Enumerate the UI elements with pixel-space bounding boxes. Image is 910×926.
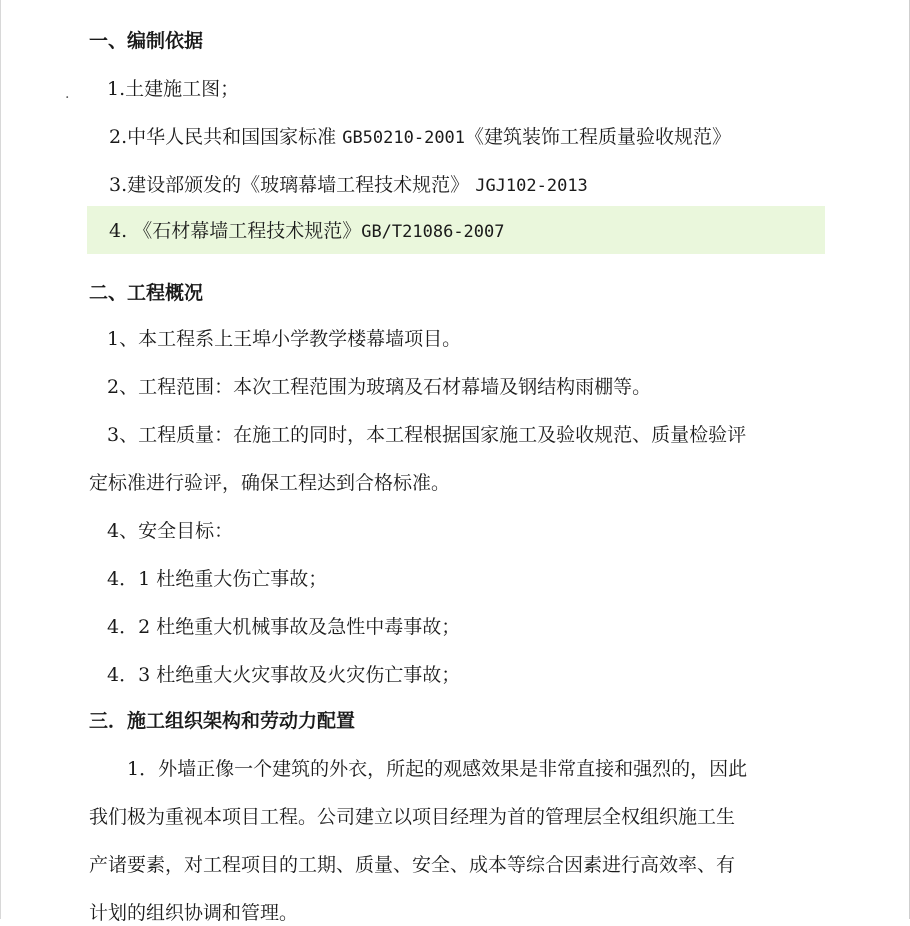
basis-item-4-text: 《石材幕墙工程技术规范》: [133, 220, 362, 242]
section2-heading: 二、工程概况: [89, 282, 204, 304]
overview-line-8: 4．3 杜绝重大火灾事故及火灾伤亡事故；: [107, 664, 461, 686]
basis-item-4-num: 4.: [109, 220, 128, 242]
stray-mark: .: [65, 86, 70, 102]
basis-item-2-code: GB50210-2001: [342, 128, 466, 148]
overview-line-6: 4．1 杜绝重大伤亡事故；: [107, 568, 328, 590]
section3-heading: 三．施工组织架构和劳动力配置: [89, 710, 356, 732]
basis-item-3-text: 建设部颁发的《玻璃幕墙工程技术规范》: [127, 174, 470, 196]
section1-heading: 一、编制依据: [89, 30, 204, 52]
basis-item-1-text: 土建施工图；: [125, 78, 240, 100]
org-paragraph-line-4: 计划的组织协调和管理。: [89, 902, 299, 924]
basis-item-1-num: 1.: [107, 78, 126, 100]
overview-line-1: 1、本工程系上王埠小学教学楼幕墙项目。: [107, 328, 462, 350]
basis-item-2-num: 2.: [109, 126, 128, 148]
org-paragraph-line-3: 产诸要素，对工程项目的工期、质量、安全、成本等综合因素进行高效率、有: [89, 854, 736, 876]
basis-item-3-code: JGJ102-2013: [475, 176, 588, 196]
overview-line-3: 3、工程质量：在施工的同时，本工程根据国家施工及验收规范、质量检验评: [107, 424, 747, 446]
overview-line-7: 4．2 杜绝重大机械事故及急性中毒事故；: [107, 616, 461, 638]
org-paragraph-line-2: 我们极为重视本项目工程。公司建立以项目经理为首的管理层全权组织施工生: [89, 806, 736, 828]
basis-item-4-code: GB/T21086-2007: [361, 222, 505, 242]
basis-item-3: [109, 172, 588, 199]
basis-item-4: [109, 218, 505, 245]
overview-line-5: 4、安全目标：: [107, 520, 234, 542]
org-paragraph-line-1: 1．外墙正像一个建筑的外衣，所起的观感效果是非常直接和强烈的，因此: [127, 758, 748, 780]
basis-item-1: [107, 76, 239, 102]
basis-item-2-text: 中华人民共和国国家标准: [127, 126, 337, 148]
basis-item-2-tail: 《建筑装饰工程质量验收规范》: [465, 126, 732, 148]
overview-line-4: 定标准进行验评，确保工程达到合格标准。: [89, 472, 451, 494]
overview-line-2: 2、工程范围：本次工程范围为玻璃及石材幕墙及钢结构雨棚等。: [107, 376, 652, 398]
basis-item-2: [109, 124, 731, 151]
basis-item-3-num: 3.: [109, 174, 128, 196]
